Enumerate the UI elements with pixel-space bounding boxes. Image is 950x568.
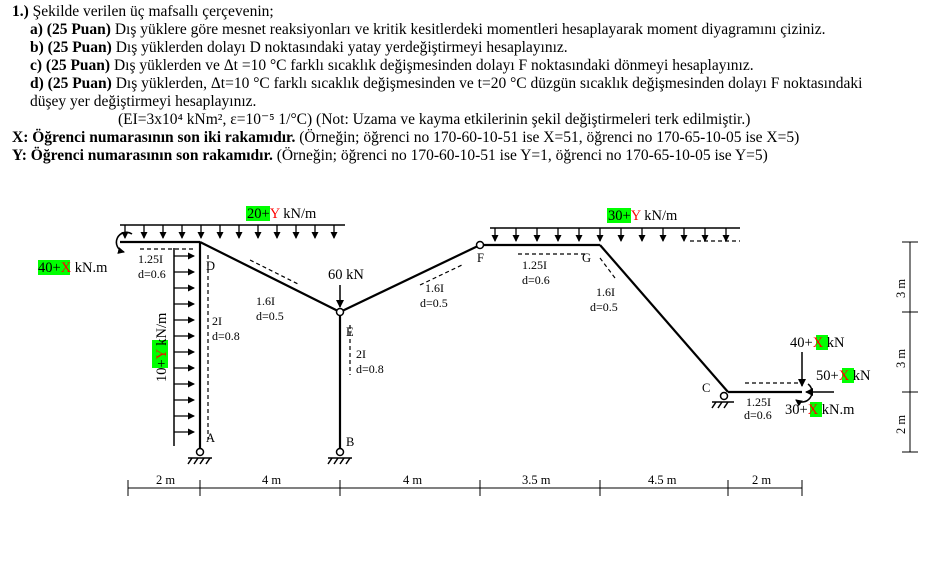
- frame-members: [120, 242, 802, 448]
- dist-load-left: [120, 206, 345, 238]
- right-moment-label: 30+X kN.m: [785, 402, 855, 418]
- part-d-text: Dış yüklerden, Δt=10 °C farklı sıcaklık değişmesinden ve t=20 °C düzgün sıcaklık değişmesinden dolayı F noktasındaki: [115, 75, 863, 92]
- m8-i: 1.25I: [746, 395, 771, 409]
- m2-i: 2I: [212, 314, 222, 328]
- hinge-e: [337, 309, 344, 316]
- dim-h-4: 3.5 m: [522, 473, 551, 487]
- m4-d: d=0.8: [356, 362, 384, 376]
- node-e: E: [346, 325, 354, 339]
- x-definition-bold: X: Öğrenci numarasının son iki rakamıdır.: [12, 129, 296, 146]
- y-definition-text: (Örneğin; öğrenci no 170-60-10-51 ise Y=1, öğrenci no 170-65-10-05 ise Y=5): [276, 147, 768, 164]
- side-load-label: 10+Y kN/m: [154, 312, 170, 382]
- part-d-continued: düşey yer değiştirmeyi hesaplayınız.: [30, 93, 257, 110]
- dim-v-3: 2 m: [894, 414, 908, 434]
- m7-d: d=0.5: [590, 300, 618, 314]
- part-b-label: b) (25 Puan): [30, 39, 112, 56]
- part-a-label: a) (25 Puan): [30, 21, 111, 38]
- dist-load-right: [490, 208, 740, 241]
- m7-i: 1.6I: [596, 285, 615, 299]
- support-c: [712, 393, 734, 409]
- member-properties: [138, 252, 772, 422]
- m5-d: d=0.5: [420, 296, 448, 310]
- horizontal-dimension: [128, 480, 802, 496]
- dist-load-right-label: 30+Y kN/m: [608, 208, 678, 224]
- m6-i: 1.25I: [522, 258, 547, 272]
- part-b-text: Dış yüklerden dolayı D noktasındaki yatay yerdeğiştirmeyi hesaplayınız.: [115, 39, 568, 56]
- part-c-text: Dış yüklerden ve Δt =10 °C farklı sıcaklık değişmesinden dolayı F noktasındaki dönmeyi hesaplayınız.: [113, 57, 754, 74]
- point-load-e-label: 60 kN: [328, 267, 364, 283]
- m3-d: d=0.5: [256, 309, 284, 323]
- dim-h-1: 2 m: [156, 473, 176, 487]
- m1-i: 1.25I: [138, 252, 163, 266]
- support-b: [328, 449, 352, 465]
- member-g-c: [600, 245, 728, 392]
- question-intro-text: Şekilde verilen üç mafsallı çerçevenin;: [32, 3, 274, 20]
- question-number: 1.): [12, 3, 29, 20]
- dim-v-1: 3 m: [894, 278, 908, 298]
- m6-d: d=0.6: [522, 273, 550, 287]
- node-b: B: [346, 435, 355, 449]
- dist-load-left-label: 20+Y kN/m: [247, 206, 317, 222]
- node-c: C: [702, 381, 711, 395]
- dim-h-5: 4.5 m: [648, 473, 677, 487]
- m1-d: d=0.6: [138, 267, 166, 281]
- node-g: G: [582, 251, 592, 265]
- node-a: A: [206, 431, 216, 445]
- dim-h-2: 4 m: [262, 473, 282, 487]
- right-horizontal-load-label: 50+X kN: [816, 368, 871, 384]
- node-labels: [206, 251, 710, 449]
- constants-line: (EI=3x10⁴ kNm², ε=10⁻⁵ 1/°C) (Not: Uzama ve kayma etkilerinin şekil değiştirmeleri terk edilmiştir.): [118, 111, 751, 128]
- m5-i: 1.6I: [425, 281, 444, 295]
- part-a-text: Dış yüklere göre mesnet reaksiyonları ve kritik kesitlerdeki momentleri hesaplayarak moment diyagramını çiziniz.: [114, 21, 826, 38]
- dim-h-6: 2 m: [752, 473, 772, 487]
- dim-v-2: 3 m: [894, 348, 908, 368]
- hinge-f: [477, 242, 484, 249]
- m2-d: d=0.8: [212, 329, 240, 343]
- support-a: [188, 449, 212, 465]
- moment-left-label: 40+X kN.m: [38, 260, 108, 276]
- vertical-dimension-labels: [894, 279, 908, 434]
- part-d-label: d) (25 Puan): [30, 75, 112, 92]
- right-down-load-label: 40+X kN: [790, 335, 845, 351]
- part-c-label: c) (25 Puan): [30, 57, 111, 74]
- dim-h-3: 4 m: [403, 473, 423, 487]
- m4-i: 2I: [356, 347, 366, 361]
- x-definition-text: (Örneğin; öğrenci no 170-60-10-51 ise X=51, öğrenci no 170-65-10-05 ise X=5): [299, 129, 800, 146]
- node-f: F: [477, 251, 484, 265]
- horizontal-dimension-labels: [156, 473, 771, 487]
- y-definition-bold: Y: Öğrenci numarasının son rakamıdır.: [12, 147, 273, 164]
- node-d: D: [206, 259, 216, 273]
- m3-i: 1.6I: [256, 294, 275, 308]
- m8-d: d=0.6: [744, 408, 772, 422]
